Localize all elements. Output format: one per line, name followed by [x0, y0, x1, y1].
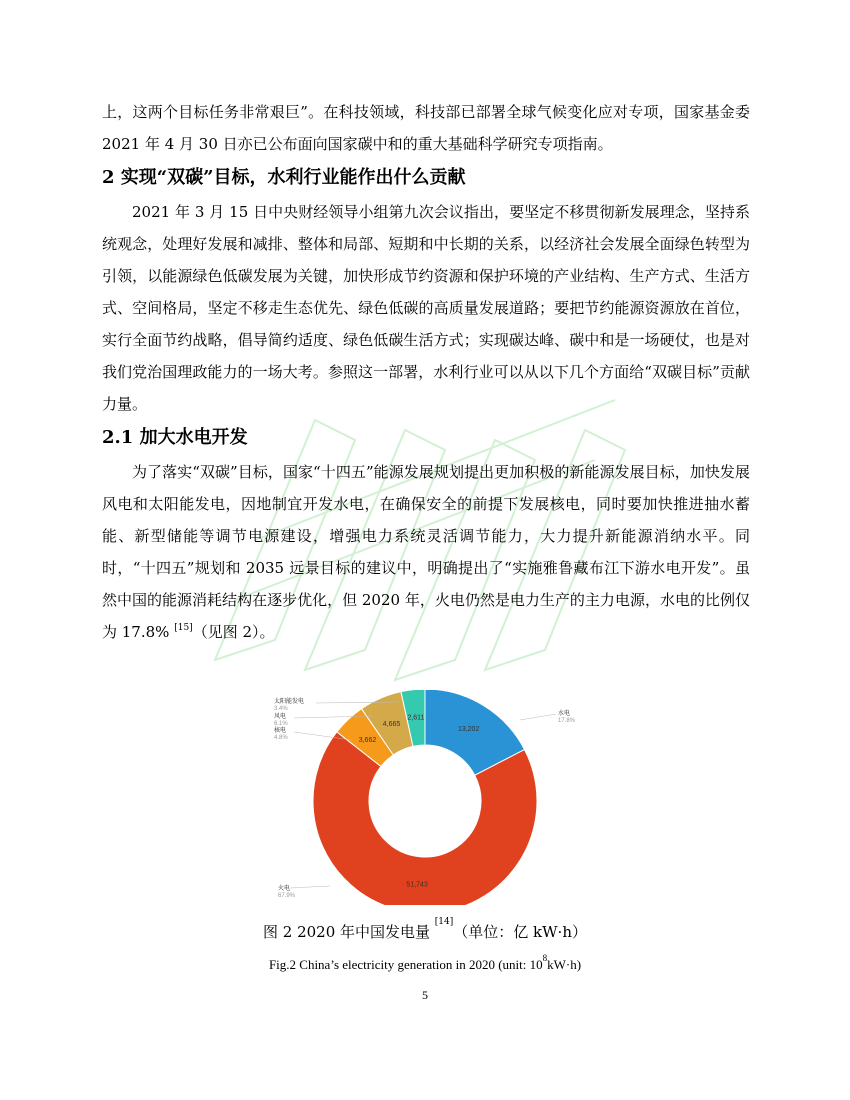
paragraph-section-2-1 — [102, 456, 750, 648]
citation-15: [15] — [174, 623, 193, 633]
category-label: 太阳能发电 — [274, 699, 305, 705]
caption-en-tail: kW·h) — [547, 957, 582, 972]
body-text — [102, 96, 750, 648]
category-percent: 6.1% — [274, 721, 288, 727]
category-percent: 4.8% — [274, 735, 288, 741]
slice-value-label: 2,611 — [407, 714, 425, 722]
caption-cn-tail: （单位：亿 kW·h） — [453, 923, 587, 941]
category-label: 水电 — [558, 711, 571, 717]
slice-value-label: 13,202 — [457, 726, 480, 734]
section-heading-2: 2 实现“双碳”目标，水利行业能作出什么贡献 — [102, 167, 466, 188]
category-label: 火电 — [278, 886, 291, 892]
paragraph-tail: （见图 2）。 — [192, 623, 275, 641]
donut-chart — [260, 690, 590, 905]
category-percent: 67.9% — [278, 893, 296, 899]
category-label: 核电 — [274, 728, 287, 734]
paragraph-main-text: 为了落实“双碳”目标，国家“十四五”能源发展规划提出更加积极的新能源发展目标，加快发展风电和太阳能发电，因地制宜开发水电，在确保安全的前提下发展核电，同时要加快推进抽水蓄能、新型储能等调节电源建设，增强电力系统灵活调节能力，大力提升新能源消纳水平。同时，“十四五”规划和 2035 远景目标的建议中，明确提出了“实施雅鲁藏布江下游水电开发”。虽然中国的能源消耗结构在逐步优化，但 2020 年，火电仍然是电力生产的主力电源，水电的比例仅为 17.8% — [102, 463, 750, 641]
caption-en-main: Fig.2 China’s electricity generation in 2020 (unit: 10 — [268, 957, 543, 972]
leader-line — [520, 714, 556, 720]
figure-caption-en — [0, 953, 850, 973]
caption-cn-main: 图 2 2020 年中国发电量 — [263, 923, 435, 941]
figure-caption-cn — [0, 917, 850, 942]
citation-14: [14] — [434, 917, 454, 927]
paragraph-intro: 上，这两个目标任务非常艰巨”。在科技领域，科技部已部署全球气候变化应对专项，国家基金委 2021 年 4 月 30 日亦已公布面向国家碳中和的重大基础科学研究专项指南。 — [102, 103, 750, 153]
slice-value-label: 4,665 — [382, 720, 401, 728]
leader-line — [290, 886, 330, 888]
category-percent: 17.8% — [558, 718, 576, 724]
page-number: 5 — [422, 988, 428, 1002]
paragraph-section-2: 2021 年 3 月 15 日中央财经领导小组第九次会议指出，要坚定不移贯彻新发展理念，坚持系统观念，处理好发展和减排、整体和局部、短期和中长期的关系，以经济社会发展全面绿色转型为引领，以能源绿色低碳发展为关键，加快形成节约资源和保护环境的产业结构、生产方式、生活方式、空间格局，坚定不移走生态优先、绿色低碳的高质量发展道路；要把节约能源资源放在首位，实行全面节约战略，倡导简约适度、绿色低碳生活方式；实现碳达峰、碳中和是一场硬仗，也是对我们党治国理政能力的一场大考。参照这一部署，水利行业可以从以下几个方面给“双碳目标”贡献力量。 — [102, 203, 750, 413]
slice-value-label: 51,743 — [406, 881, 428, 889]
donut-chart-svg — [260, 690, 590, 905]
section-heading-2-1: 2.1 加大水电开发 — [102, 427, 248, 448]
caption-en-exponent: 8 — [542, 953, 548, 963]
slice-value-label: 3,662 — [358, 736, 377, 744]
category-label: 风电 — [274, 714, 287, 720]
category-percent: 3.4% — [274, 706, 288, 712]
